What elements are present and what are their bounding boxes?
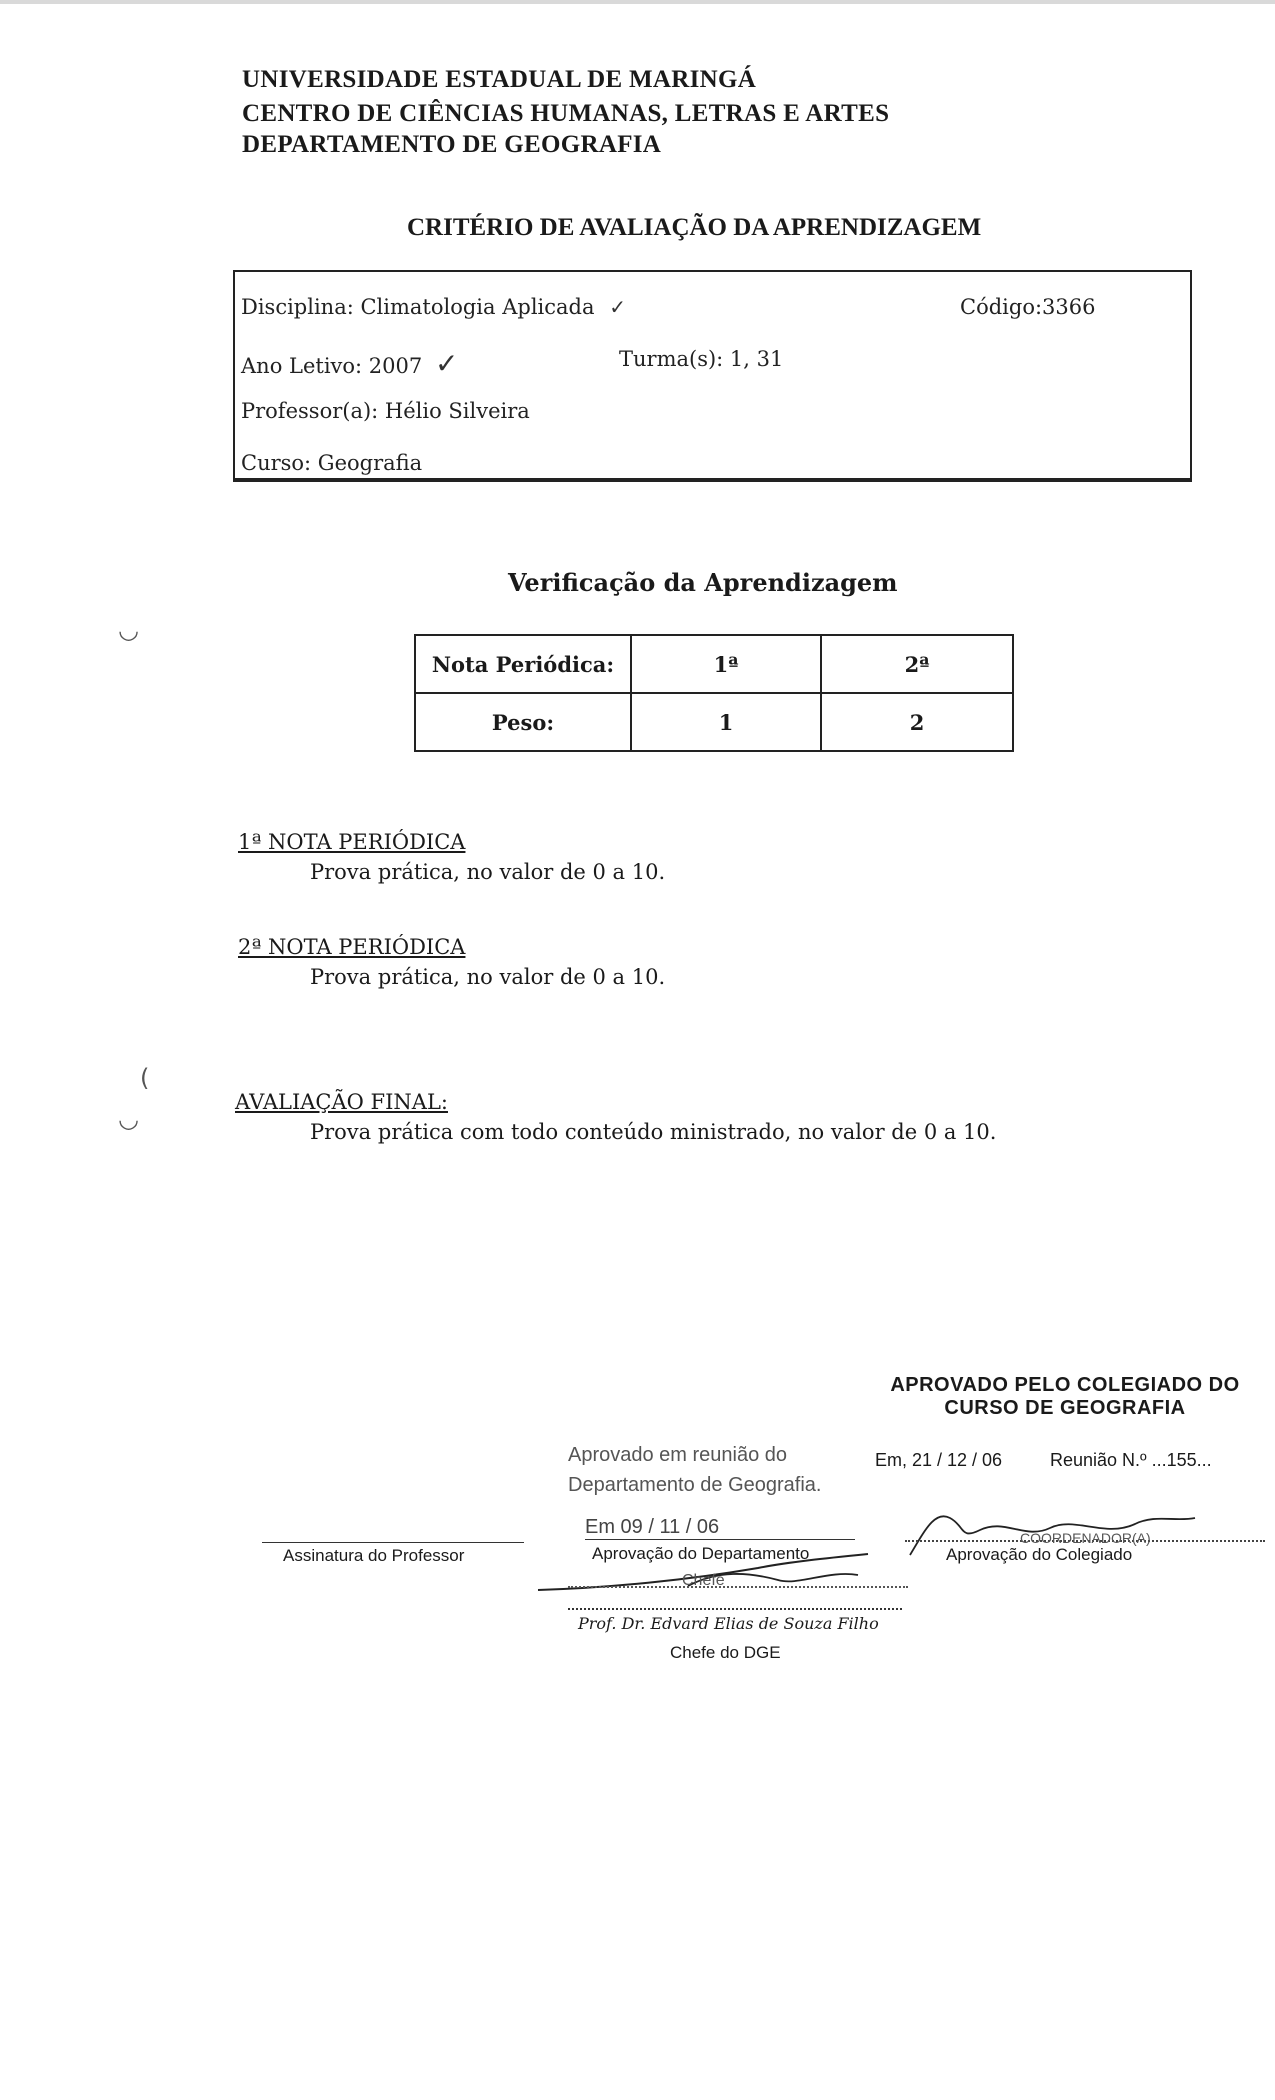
nota-2-header: 2ª: [821, 635, 1013, 693]
chefe-title: Chefe do DGE: [670, 1643, 781, 1662]
ano-letivo-field: [241, 347, 458, 380]
document-title: CRITÉRIO DE AVALIAÇÃO DA APRENDIZAGEM: [407, 214, 982, 241]
university-name: UNIVERSIDADE ESTADUAL DE MARINGÁ: [242, 66, 757, 93]
disciplina-text: Disciplina: Climatologia Aplicada: [241, 295, 595, 319]
codigo-field: Código:3366: [960, 295, 1096, 319]
coordenador-label: COORDENADOR(A): [1020, 1530, 1151, 1546]
departamento-date: Em 09 / 11 / 06: [585, 1516, 855, 1540]
colegiado-line-2: CURSO DE GEOGRAFIA: [944, 1397, 1186, 1419]
grades-table: [414, 634, 1014, 752]
colegiado-date: Em, 21 / 12 / 06: [875, 1450, 1003, 1470]
center-name: CENTRO DE CIÊNCIAS HUMANAS, LETRAS E ARTES: [242, 100, 890, 127]
disciplina-field: [241, 295, 626, 319]
ano-letivo-text: Ano Letivo: 2007: [241, 354, 423, 378]
chefe-label: Chefe: [682, 1572, 725, 1589]
nota-periodica-label: Nota Periódica:: [415, 635, 631, 693]
margin-tick-mark-icon: ◡: [118, 1105, 139, 1133]
colegiado-approval-heading: [870, 1374, 1260, 1420]
table-row: [415, 693, 1013, 751]
professor-field: Professor(a): Hélio Silveira: [241, 399, 530, 423]
curso-field: Curso: Geografia: [241, 451, 423, 475]
peso-label: Peso:: [415, 693, 631, 751]
colegiado-line-1: APROVADO PELO COLEGIADO DO: [890, 1374, 1240, 1396]
reuniao-departamento: Departamento de Geografia.: [568, 1474, 822, 1496]
section-final-text: Prova prática com todo conteúdo ministrado, no valor de 0 a 10.: [310, 1120, 997, 1144]
chefe-name-dotted-line: [568, 1608, 902, 1610]
section-1-title: 1ª NOTA PERIÓDICA: [238, 830, 466, 854]
verificacao-title: Verificação da Aprendizagem: [508, 568, 898, 597]
section-2-text: Prova prática, no valor de 0 a 10.: [310, 965, 666, 989]
aprovacao-colegiado-label: Aprovação do Colegiado: [946, 1545, 1133, 1564]
margin-tick-mark-icon: ◡: [118, 616, 139, 644]
assinatura-professor-label: Assinatura do Professor: [283, 1546, 465, 1565]
nota-1-header: 1ª: [631, 635, 821, 693]
top-edge-line: [0, 0, 1275, 4]
professor-signature-line: [262, 1542, 524, 1543]
aprovacao-departamento-label: Aprovação do Departamento: [592, 1544, 810, 1563]
margin-tick-mark-icon: (: [140, 1064, 150, 1092]
department-name: DEPARTAMENTO DE GEOGRAFIA: [242, 131, 662, 158]
peso-1-value: 1: [631, 693, 821, 751]
chefe-dotted-line: [568, 1586, 908, 1588]
reuniao-number: Reunião N.º ...155...: [1050, 1450, 1212, 1470]
table-row: [415, 635, 1013, 693]
section-1-text: Prova prática, no valor de 0 a 10.: [310, 860, 666, 884]
section-final-title: AVALIAÇÃO FINAL:: [235, 1090, 448, 1114]
chefe-name: Prof. Dr. Edvard Elias de Souza Filho: [578, 1614, 879, 1633]
check-mark-icon: ✓: [609, 295, 626, 319]
peso-2-value: 2: [821, 693, 1013, 751]
check-mark-icon: ✓: [434, 347, 459, 380]
turma-field: Turma(s): 1, 31: [619, 347, 784, 371]
section-2-title: 2ª NOTA PERIÓDICA: [238, 935, 466, 959]
reuniao-prefix: Aprovado em reunião do: [568, 1444, 788, 1466]
